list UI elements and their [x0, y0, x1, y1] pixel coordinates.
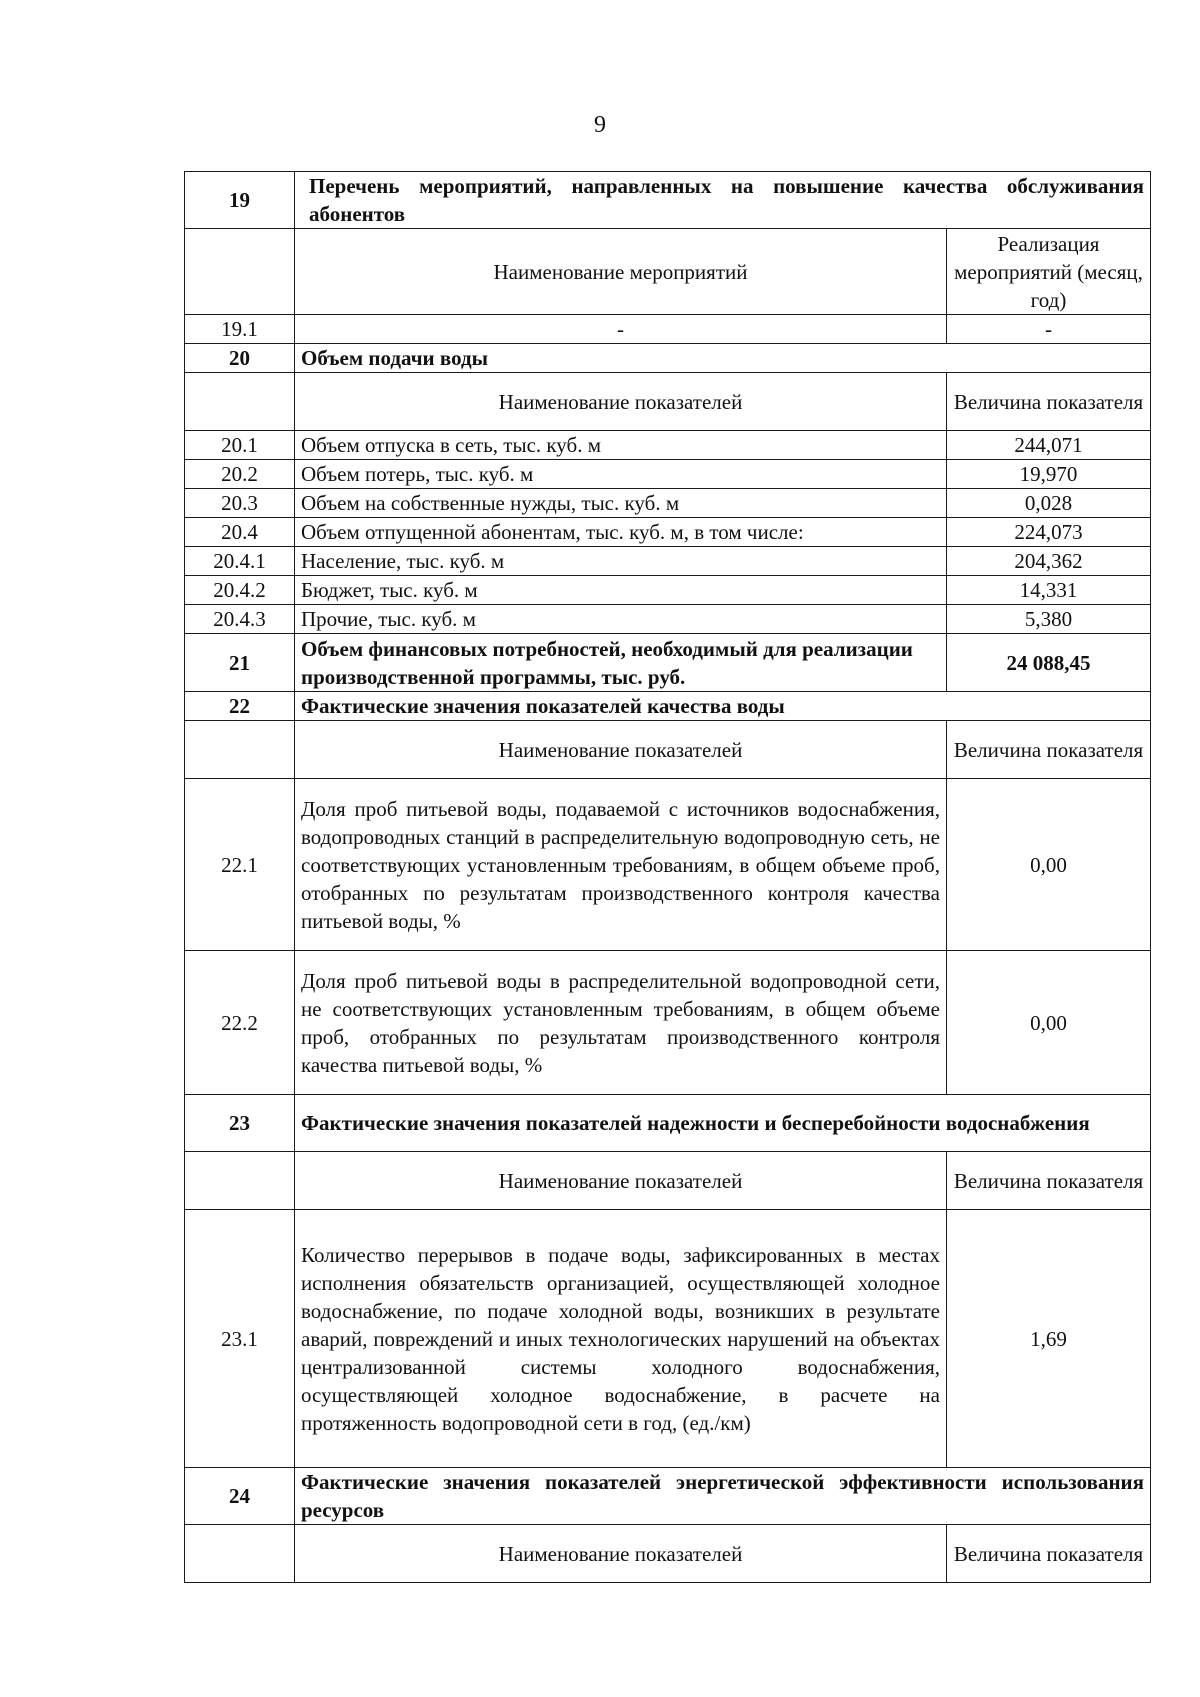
- row-name: Бюджет, тыс. куб. м: [295, 576, 947, 605]
- table-row: [185, 605, 1151, 634]
- page-number: 9: [594, 112, 606, 138]
- table-row: [185, 1210, 1151, 1468]
- table-row: [185, 431, 1151, 460]
- table-row: [185, 779, 1151, 951]
- section-title: Фактические значения показателей надежности и бесперебойности водоснабжения: [295, 1095, 1151, 1152]
- header-row: [185, 1525, 1151, 1583]
- header-value: Величина показателя: [947, 1152, 1151, 1210]
- row-value: 14,331: [947, 576, 1151, 605]
- header-row: [185, 373, 1151, 431]
- section-number: 23: [185, 1095, 295, 1152]
- table-row: [185, 634, 1151, 692]
- table-row: [185, 576, 1151, 605]
- section-number: 24: [185, 1468, 295, 1525]
- row-value: 204,362: [947, 547, 1151, 576]
- row-number: 21: [185, 634, 295, 692]
- row-value: 5,380: [947, 605, 1151, 634]
- table-row: [185, 489, 1151, 518]
- section-number: 20: [185, 344, 295, 373]
- row-name: Прочие, тыс. куб. м: [295, 605, 947, 634]
- header-number-cell: [185, 721, 295, 779]
- table-row: [185, 460, 1151, 489]
- section-row: [185, 692, 1151, 721]
- section-number: 22: [185, 692, 295, 721]
- row-number: 20.4.3: [185, 605, 295, 634]
- section-title: Фактические значения показателей качества воды: [295, 692, 1151, 721]
- row-value: 0,028: [947, 489, 1151, 518]
- row-name: Объем отпуска в сеть, тыс. куб. м: [295, 431, 947, 460]
- table-row: [185, 518, 1151, 547]
- row-value: 24 088,45: [947, 634, 1151, 692]
- section-row: [185, 1095, 1151, 1152]
- section-row: [185, 344, 1151, 373]
- row-value: -: [947, 315, 1151, 344]
- header-name: Наименование показателей: [295, 373, 947, 431]
- row-value: 244,071: [947, 431, 1151, 460]
- header-number-cell: [185, 1525, 295, 1583]
- header-row: [185, 229, 1151, 315]
- header-value: Величина показателя: [947, 373, 1151, 431]
- row-name: Объем отпущенной абонентам, тыс. куб. м, в том числе:: [295, 518, 947, 547]
- table-row: [185, 547, 1151, 576]
- row-name: Население, тыс. куб. м: [295, 547, 947, 576]
- row-name: Объем финансовых потребностей, необходимый для реализации производственной программы, тыс. руб.: [295, 634, 947, 692]
- row-number: 20.1: [185, 431, 295, 460]
- row-name: -: [295, 315, 947, 344]
- header-number-cell: [185, 373, 295, 431]
- section-title: Фактические значения показателей энергетической эффективности использования ресурсов: [295, 1468, 1151, 1525]
- row-value: 0,00: [947, 951, 1151, 1095]
- row-number: 20.4: [185, 518, 295, 547]
- header-name: Наименование показателей: [295, 1152, 947, 1210]
- row-value: 0,00: [947, 779, 1151, 951]
- row-number: 22.2: [185, 951, 295, 1095]
- header-number-cell: [185, 1152, 295, 1210]
- header-name: Наименование показателей: [295, 1525, 947, 1583]
- row-name: Объем потерь, тыс. куб. м: [295, 460, 947, 489]
- header-row: [185, 1152, 1151, 1210]
- table-row: [185, 951, 1151, 1095]
- row-number: 23.1: [185, 1210, 295, 1468]
- section-title: Объем подачи воды: [295, 344, 1151, 373]
- section-number: 19: [185, 172, 295, 229]
- row-value: 19,970: [947, 460, 1151, 489]
- row-value: 1,69: [947, 1210, 1151, 1468]
- header-value: Величина показателя: [947, 721, 1151, 779]
- row-number: 19.1: [185, 315, 295, 344]
- row-number: 20.4.1: [185, 547, 295, 576]
- row-name: Количество перерывов в подаче воды, зафиксированных в местах исполнения обязательств организацией, осуществляющей холодное водоснабжение, по подаче холодной воды, возникших в результате аварий, повреждений и иных технологических нарушений на объектах централизованной системы холодного водоснабжения, осуществляющей холодное водоснабжение, в расчете на протяженность водопроводной сети в год, (ед./км): [295, 1210, 947, 1468]
- row-name: Доля проб питьевой воды, подаваемой с источников водоснабжения, водопроводных станций в распределительную водопроводную сеть, не соответствующих установленным требованиям, в общем объеме проб, отобранных по результатам производственного контроля качества питьевой воды, %: [295, 779, 947, 951]
- row-number: 22.1: [185, 779, 295, 951]
- row-number: 20.4.2: [185, 576, 295, 605]
- header-value: Реализация мероприятий (месяц, год): [947, 229, 1151, 315]
- row-value: 224,073: [947, 518, 1151, 547]
- header-name: Наименование мероприятий: [295, 229, 947, 315]
- header-number-cell: [185, 229, 295, 315]
- row-number: 20.3: [185, 489, 295, 518]
- row-name: Объем на собственные нужды, тыс. куб. м: [295, 489, 947, 518]
- section-title: Перечень мероприятий, направленных на повышение качества обслуживания абонентов: [295, 172, 1151, 229]
- section-row: [185, 172, 1151, 229]
- header-value: Величина показателя: [947, 1525, 1151, 1583]
- indicators-table: [184, 171, 1151, 1583]
- header-name: Наименование показателей: [295, 721, 947, 779]
- header-row: [185, 721, 1151, 779]
- row-number: 20.2: [185, 460, 295, 489]
- section-row: [185, 1468, 1151, 1525]
- row-name: Доля проб питьевой воды в распределительной водопроводной сети, не соответствующих установленным требованиям, в общем объеме проб, отобранных по результатам производственного контроля качества питьевой воды, %: [295, 951, 947, 1095]
- table-row: [185, 315, 1151, 344]
